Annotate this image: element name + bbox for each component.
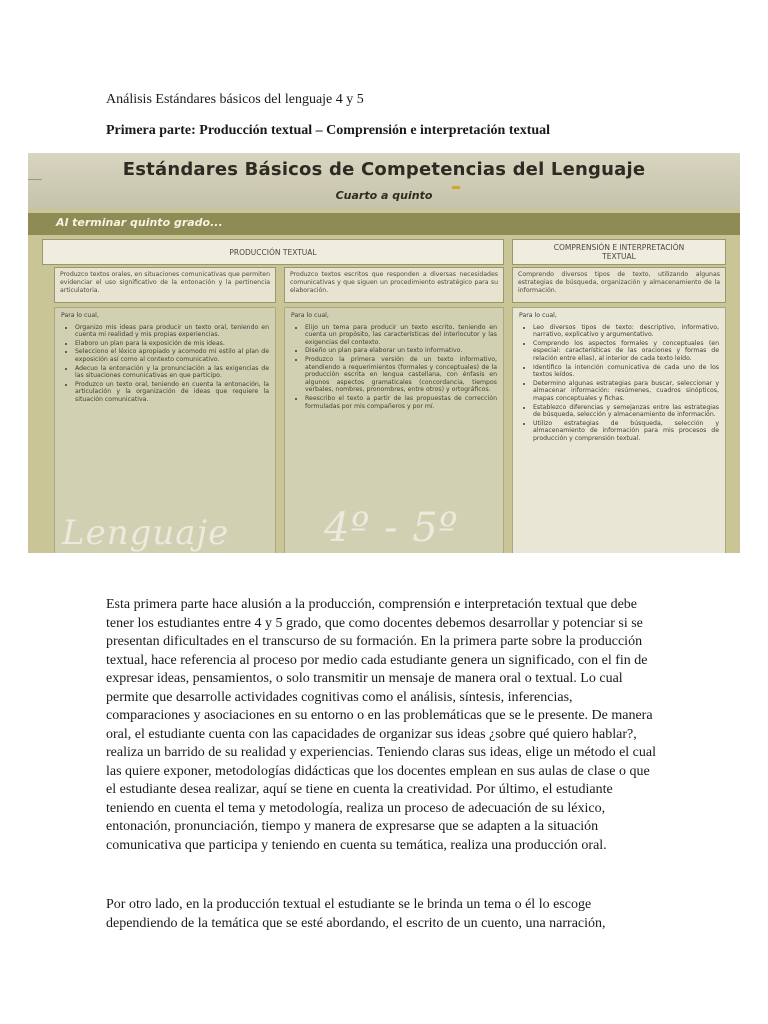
- header-comprension-label: COMPRENSIÓN E INTERPRETACIÓN TEXTUAL: [553, 243, 685, 261]
- column-comprension-lead: Para lo cual,: [519, 312, 557, 319]
- column-escrita-lead: Para lo cual,: [291, 312, 329, 319]
- paragraph-1: Esta primera parte hace alusión a la producción, comprensión e interpretación textual que debe tener los estudiantes entre 4 y 5 grado, que como docentes debemos desarrollar y potenciar si se presentan dificultades en el transcurso de su formación. En la primera parte sobre la producción textual, hace referencia al proceso por medio cada estudiante genera un significado, con el fin de expresar ideas, pensamientos, o solo transmitir un mensaje de manera oral o textual. Lo cual permite que desarrolle actividades cognitivas como el análisis, síntesis, inferencias, comparaciones y asociaciones en su entorno o en las problemáticas que se le presente. De manera oral, el estudiante cuenta con las capacidades de organizar sus ideas ¿sobre qué quiero hablar?, realiza un barrido de su realidad y experiencias. Teniendo claras sus ideas, elige un método el cual las quiere exponer, metodologías didácticas que los docentes emplean en sus aulas de clase o que el estudiante desea realizar, aquí se tiene en cuenta la creatividad. Por último, el estudiante teniendo en cuenta el tema y metodología, realiza un proceso de adecuación de su léxico, entonación, pronunciación, tiempo y manera de expresarse que se adapten a la situación comunicativa que participa y teniendo en cuenta su temática, realiza una producción oral.: [106, 597, 656, 853]
- header-comprension: [512, 239, 726, 265]
- paragraph-2: Por otro lado, en la producción textual el estudiante se le brinda un tema o él lo escoge dependiendo de la temática que se esté abordando, el escrito de un cuento, una narración,: [106, 897, 606, 931]
- list-item: • Diseño un plan para elaborar un texto informativo.: [305, 347, 497, 355]
- grade-band: [28, 213, 740, 235]
- list-item: • Elijo un tema para producir un texto escrito, teniendo en cuenta un propósito, las características del interlocutor y las exigencias del contexto.: [305, 324, 497, 347]
- watermark-grade: 4º - 5º: [324, 505, 459, 551]
- watermark-lenguaje: Lenguaje: [62, 513, 230, 553]
- list-item: • Selecciono el léxico apropiado y acomodo mi estilo al plan de exposición así como al contexto comunicativo.: [75, 348, 269, 363]
- figure-subtitle: Cuarto a quinto: [335, 189, 433, 202]
- figure-banner: [28, 153, 740, 209]
- section-title: Primera parte: Producción textual – Comprensión e interpretación textual: [106, 123, 551, 138]
- list-item: • Identifico la intención comunicativa de cada uno de los textos leídos.: [533, 364, 719, 379]
- list-item: • Elaboro un plan para la exposición de mis ideas.: [75, 340, 269, 348]
- standards-figure: [28, 153, 740, 553]
- column-oral-lead: Para lo cual,: [61, 312, 99, 319]
- figure-title: Estándares Básicos de Competencias del Lenguaje: [122, 159, 646, 180]
- list-item: • Adecuo la entonación y la pronunciación a las exigencias de las situaciones comunicativas en que participo.: [75, 365, 269, 380]
- list-item: • Produzco un texto oral, teniendo en cuenta la entonación, la articulación y la organización de ideas que requiere la situación comunicativa.: [75, 381, 269, 404]
- doc-header: Análisis Estándares básicos del lenguaje 4 y 5: [106, 92, 364, 107]
- column-comprension-list: [519, 324, 719, 443]
- header-produccion: [42, 239, 504, 265]
- list-item: • Establezco diferencias y semejanzas entre las estrategias de búsqueda, selección y almacenamiento de información.: [533, 404, 719, 419]
- column-escrita-list: [291, 324, 497, 411]
- column-comprension: [512, 307, 726, 553]
- list-item: • Utilizo estrategias de búsqueda, selección y almacenamiento de información para mis procesos de producción y comprensión textual.: [533, 420, 719, 443]
- grade-band-label: Al terminar quinto grado...: [56, 216, 223, 229]
- list-item: • Determino algunas estrategias para buscar, seleccionar y almacenar información: resúmenes, cuadros sinópticos, mapas conceptuales y fichas.: [533, 380, 719, 403]
- list-item: • Produzco la primera versión de un texto informativo, atendiendo a requerimientos (formales y conceptuales) de la producción escrita en lengua castellana, con énfasis en algunos aspectos gramaticales (concordancia, tiempos verbales, nombres, pronombres, entre otros) y ortográficos.: [305, 356, 497, 394]
- intro-escrita: Produzco textos escritos que responden a diversas necesidades comunicativas y que siguen un procedimiento estratégico para su elaboración.: [284, 267, 504, 303]
- intro-comprension: Comprendo diversos tipos de texto, utilizando algunas estrategias de búsqueda, organización y almacenamiento de la información.: [512, 267, 726, 303]
- list-item: • Comprendo los aspectos formales y conceptuales (en especial: características de las oraciones y formas de relación entre ellas), al interior de cada texto leído.: [533, 340, 719, 363]
- column-oral-list: [61, 324, 269, 404]
- intro-oral: Produzco textos orales, en situaciones comunicativas que permiten evidenciar el uso significativo de la entonación y la pertinencia articulatoria.: [54, 267, 276, 303]
- header-produccion-label: PRODUCCIÓN TEXTUAL: [229, 247, 317, 257]
- list-item: • Organizo mis ideas para producir un texto oral, teniendo en cuenta mi realidad y mis propias experiencias.: [75, 324, 269, 339]
- list-item: • Reescribo el texto a partir de las propuestas de corrección formuladas por mis compañeros y por mí.: [305, 395, 497, 410]
- list-item: • Leo diversos tipos de texto: descriptivo, informativo, narrativo, explicativo y argumentativo.: [533, 324, 719, 339]
